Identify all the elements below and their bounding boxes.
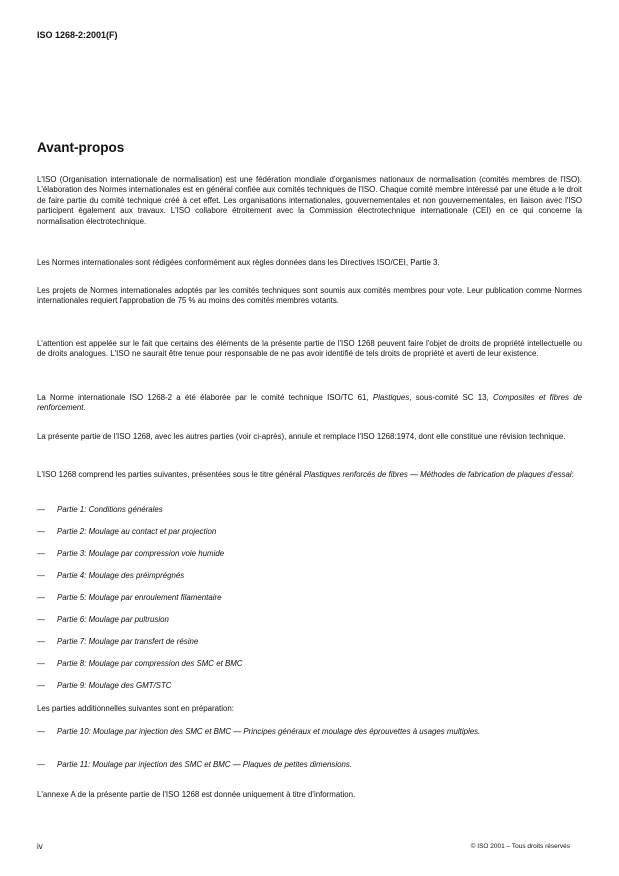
list-item-part: [37, 681, 582, 691]
dash: —: [37, 615, 45, 624]
text: .: [83, 403, 86, 413]
list-item-part: [37, 571, 582, 581]
list-item-part: [37, 549, 582, 559]
paragraph-annex: L'annexe A de la présente partie de l'ISO 1268 est donnée uniquement à titre d'information.: [37, 790, 356, 799]
dash: —: [37, 681, 45, 690]
dash: —: [37, 659, 45, 668]
dash: —: [37, 593, 45, 602]
list-item-text: Partie 11: Moulage par injection des SMC et BMC — Plaques de petites dimensions.: [57, 760, 353, 769]
list-item-part: [37, 505, 582, 515]
page-title: Avant-propos: [37, 140, 125, 155]
list-item-text: Partie 8: Moulage par compression des SMC et BMC: [57, 659, 243, 668]
list-item-text: Partie 4: Moulage des préimprégnés: [57, 571, 185, 580]
list-item-future-part: [37, 727, 582, 737]
text: :: [571, 470, 574, 479]
dash: —: [37, 727, 45, 736]
paragraph-committee: [37, 393, 582, 414]
text: L'ISO 1268 comprend les parties suivantes, présentées sous le titre général: [37, 470, 304, 479]
list-item-future-part: [37, 760, 582, 770]
paragraph-voting: Les projets de Normes internationales adoptés par les comités techniques sont soumis aux comités membres pour vote. Leur publication comme Normes internationales requiert l'approbation de 75 % au moins des comités membres votants.: [37, 286, 582, 306]
general-title: Plastiques renforcés de fibres — Méthodes de fabrication de plaques d'essai: [303, 470, 572, 479]
list-item-text: Partie 9: Moulage des GMT/STC: [57, 681, 172, 690]
dash: —: [37, 527, 45, 536]
paragraph-parts-intro: [37, 470, 582, 480]
list-item-part: [37, 615, 582, 625]
paragraph-directives: Les Normes internationales sont rédigées conformément aux règles données dans les Directives ISO/CEI, Partie 3.: [37, 258, 440, 267]
page-number: iv: [37, 842, 43, 851]
list-item-part: [37, 527, 582, 537]
dash: —: [37, 505, 45, 514]
dash: —: [37, 571, 45, 580]
text: La Norme internationale ISO 1268-2 a été élaborée par le comité technique ISO/TC 61,: [37, 393, 373, 402]
paragraph-iso-intro: L'ISO (Organisation internationale de normalisation) est une fédération mondiale d'organismes nationaux de normalisation (comités membres de l'ISO). L'élaboration des Normes internationales est en général confiée aux comités techniques de l'ISO. Chaque comité membre intéressé par une étude a le droit de faire partie du comité technique créé à cet effet. Les organisations internationales, gouvernementales et non gouvernementales, en liaison avec l'ISO participent également aux travaux. L'ISO collabore étroitement avec la Commission électrotechnique internationale (CEI) en ce qui concerne la normalisation électrotechnique.: [37, 175, 582, 226]
list-item-part: [37, 659, 582, 669]
list-item-part: [37, 637, 582, 647]
list-item-part: [37, 593, 582, 603]
document-id: ISO 1268-2:2001(F): [37, 30, 118, 40]
paragraph-future-parts: Les parties additionnelles suivantes sont en préparation:: [37, 704, 234, 713]
paragraph-patents: L'attention est appelée sur le fait que certains des éléments de la présente partie de l'ISO 1268 peuvent faire l'objet de droits de propriété intellectuelle ou de droits analogues. L'ISO ne saurait être tenue pour responsable de ne pas avoir identifié de tels droits de propriété et averti de leur existence.: [37, 339, 582, 359]
subcommittee-name: Composites et fibres de renforcement: [37, 393, 583, 413]
dash: —: [37, 549, 45, 558]
list-item-text: Partie 7: Moulage par transfert de résine: [57, 637, 199, 646]
list-item-text: Partie 3: Moulage par compression voie humide: [57, 549, 225, 558]
paragraph-revision: La présente partie de l'ISO 1268, avec les autres parties (voir ci-après), annule et remplace l'ISO 1268:1974, dont elle constitue une révision technique.: [37, 432, 566, 441]
copyright: © ISO 2001 – Tous droits réservés: [470, 843, 570, 850]
text: , sous-comité SC 13,: [409, 393, 493, 402]
list-item-text: Partie 2: Moulage au contact et par projection: [57, 527, 217, 536]
dash: —: [37, 760, 45, 769]
dash: —: [37, 637, 45, 646]
list-item-text: Partie 5: Moulage par enroulement filamentaire: [57, 593, 222, 602]
list-item-text: Partie 1: Conditions générales: [57, 505, 163, 514]
list-item-text: Partie 10: Moulage par injection des SMC et BMC — Principes généraux et moulage des éprouvettes à usages multiples.: [57, 727, 481, 736]
list-item-text: Partie 6: Moulage par pultrusion: [57, 615, 169, 624]
committee-name: Plastiques: [372, 393, 410, 402]
